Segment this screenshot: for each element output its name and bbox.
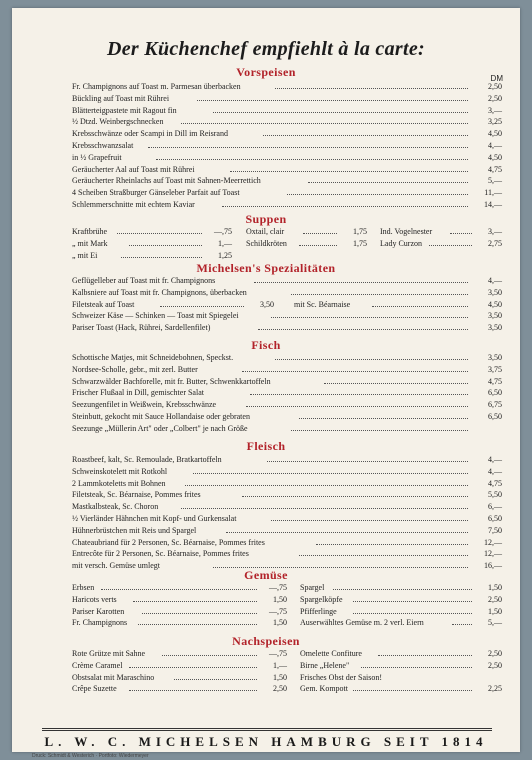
dish-name: Crêpe Suzette — [72, 684, 117, 694]
dish-name: Obstsalat mit Maraschino — [72, 672, 155, 682]
dish-name: Roastbeef, kalt, Sc. Remoulade, Bratkartoffeln — [72, 455, 222, 464]
menu-row — [72, 661, 502, 673]
dish-name: Auserwähltes Gemüse m. 2 verl. Eiern — [300, 618, 424, 628]
dish-price: 4,— — [488, 140, 502, 150]
dish-name: Oxtail, clair — [246, 227, 285, 236]
dot-leader — [246, 406, 468, 407]
menu-row — [72, 288, 502, 300]
dish-price: 3,— — [488, 105, 502, 115]
menu-row — [72, 400, 502, 412]
dish-name: Fr. Champignons auf Toast m. Parmesan überbacken — [72, 82, 241, 91]
dish-price: 3,50 — [488, 311, 502, 321]
dish-price: 6,50 — [488, 388, 502, 398]
dish-name: Schildkröten — [246, 238, 287, 248]
dish-price: 3,50 — [488, 353, 502, 362]
dish-name: Spargel — [300, 583, 325, 592]
dish-price: 6,— — [488, 502, 502, 512]
dish-name: ½ Vierländer Hähnchen mit Kopf- und Gurkensalat — [72, 513, 237, 523]
dish-price: 4,— — [488, 466, 502, 476]
dish-price: 11,— — [484, 188, 502, 198]
dish-name: Pariser Karotten — [72, 606, 125, 616]
suppen-list — [72, 227, 502, 262]
dot-leader — [242, 371, 468, 372]
menu-row — [72, 117, 502, 129]
dish-name: Blätterteigpastete mit Ragout fin — [72, 105, 177, 115]
dish-name: 2 Lammkoteletts mit Bohnen — [72, 478, 166, 488]
dish-price: 4,— — [488, 455, 502, 464]
menu-row — [72, 377, 502, 389]
menu-row — [72, 526, 502, 538]
section-title-nachspeisen: Nachspeisen — [232, 634, 300, 648]
menu-row — [72, 424, 502, 436]
dot-leader — [316, 544, 468, 545]
menu-row — [72, 323, 502, 335]
dish-price: 1,75 — [353, 227, 367, 236]
menu-row — [72, 479, 502, 491]
dot-leader — [353, 690, 472, 691]
menu-row — [72, 165, 502, 177]
dish-price: 3,50 — [488, 287, 502, 297]
dot-leader — [142, 613, 257, 614]
currency-label: DM — [490, 74, 503, 83]
menu-row — [72, 227, 502, 239]
menu-row — [72, 82, 502, 94]
dish-price: 4,75 — [488, 164, 502, 174]
dot-leader — [254, 282, 468, 283]
dot-leader — [287, 194, 468, 195]
dot-leader — [129, 667, 257, 668]
dish-name: Rote Grütze mit Sahne — [72, 649, 146, 658]
menu-row — [72, 467, 502, 479]
menu-row — [72, 353, 502, 365]
dot-leader — [275, 359, 468, 360]
dish-price: 4,75 — [488, 478, 502, 488]
menu-row — [72, 502, 502, 514]
dish-name: 4 Scheiben Straßburger Gänseleber Parfait auf Toast — [72, 188, 240, 198]
dish-name: „ mit Ei — [72, 250, 98, 260]
dish-price: 4,50 — [488, 129, 502, 139]
menu-row — [72, 106, 502, 118]
dot-leader — [299, 418, 468, 419]
dish-price: 4,— — [488, 276, 502, 285]
menu-row — [72, 311, 502, 323]
dish-name: Nordsee-Scholle, gebr., mit zerl. Butter — [72, 364, 198, 374]
dot-leader — [353, 601, 472, 602]
dish-name: Schottische Matjes, mit Schneidebohnen, Speckst. — [72, 353, 234, 362]
menu-row — [72, 538, 502, 550]
menu-row — [72, 649, 502, 661]
dish-price: 1,50 — [273, 672, 287, 682]
section-title-spezialitaeten: Michelsen's Spezialitäten — [196, 261, 336, 275]
dot-leader — [324, 383, 468, 384]
dot-leader — [271, 520, 468, 521]
dot-leader — [230, 171, 468, 172]
dish-name: Krebsschwanzsalat — [72, 140, 134, 150]
dish-price: 3,50 — [488, 323, 502, 333]
menu-row — [72, 595, 502, 607]
dish-name: Fr. Champignons — [72, 618, 128, 628]
gemuese-list — [72, 583, 502, 630]
dot-leader — [267, 461, 468, 462]
dish-name: Entrecôte für 2 Personen, Sc. Béarnaise, Pommes frites — [72, 549, 249, 559]
dish-name: Geflügelleber auf Toast mit fr. Champignons — [72, 276, 216, 285]
footer-title: L. W. C. MICHELSEN HAMBURG SEIT 1814 — [44, 734, 488, 749]
spezial-list — [72, 276, 502, 335]
dot-leader — [138, 624, 258, 625]
section-title-gemuese: Gemüse — [244, 568, 288, 582]
dish-price: 2,50 — [488, 649, 502, 658]
dish-name: Filetsteak auf Toast — [72, 299, 135, 309]
dish-name: Geräucherter Rheinlachs auf Toast mit Sahnen-Meerrettich — [72, 176, 261, 186]
dish-price: 1,50 — [273, 594, 287, 604]
dot-leader — [181, 123, 469, 124]
dish-name: Pariser Toast (Hack, Rührei, Sardellenfilet) — [72, 323, 211, 333]
section-title-fleisch: Fleisch — [246, 439, 286, 453]
dish-price: 1,50 — [488, 606, 502, 616]
print-credit: Druck: Schmidt & Westerich · Portfoto: Wiedermeyer — [32, 753, 149, 759]
dot-leader — [213, 112, 468, 113]
dot-leader — [299, 555, 468, 556]
menu-row — [72, 514, 502, 526]
dish-name: in ½ Grapefruit — [72, 152, 122, 162]
dish-price: 12,— — [484, 549, 502, 559]
section-title-fisch: Fisch — [251, 338, 281, 352]
menu-row — [72, 176, 502, 188]
dish-price: 3,50 — [260, 299, 274, 309]
dot-leader — [133, 601, 257, 602]
dish-price: 14,— — [484, 199, 502, 209]
menu-row — [72, 583, 502, 595]
dish-price: —,75 — [214, 227, 232, 236]
dish-name: Bückling auf Toast mit Rührei — [72, 93, 170, 103]
dish-price: 6,75 — [488, 400, 502, 410]
menu-row — [72, 455, 502, 467]
dish-name: Schweinskotelett mit Rotkohl — [72, 466, 168, 476]
nachspeisen-list — [72, 649, 502, 696]
menu-row — [72, 94, 502, 106]
dish-price: 6,50 — [488, 411, 502, 421]
dish-price: 4,50 — [488, 152, 502, 162]
dish-name: ½ Dtzd. Weinbergschnecken — [72, 117, 164, 127]
dish-name: Filetsteak, Sc. Béarnaise, Pommes frites — [72, 490, 201, 500]
dish-price: 5,— — [488, 176, 502, 186]
dish-price: 2,75 — [488, 238, 502, 248]
fleisch-list — [72, 455, 502, 573]
dot-leader — [129, 690, 257, 691]
dish-name: Birne „Helene" — [300, 660, 350, 670]
menu-row — [72, 141, 502, 153]
footer-rule-top — [42, 728, 492, 729]
dish-price: 16,— — [484, 561, 502, 571]
dish-name: „ mit Mark — [72, 238, 108, 248]
dish-price: 5,— — [488, 618, 502, 628]
dish-name: Lady Curzon — [380, 238, 422, 248]
dot-leader — [250, 394, 468, 395]
dish-name: Gem. Kompott — [300, 684, 348, 694]
menu-row — [72, 129, 502, 141]
dot-leader — [101, 589, 257, 590]
dish-name: Geräucherter Aal auf Toast mit Rührei — [72, 164, 195, 174]
dish-name: Omelette Confiture — [300, 649, 362, 658]
dot-leader — [378, 655, 472, 656]
dot-leader — [291, 430, 468, 431]
dish-name: Crème Caramel — [72, 660, 123, 670]
menu-row — [72, 490, 502, 502]
dot-leader — [174, 679, 257, 680]
menu-row — [72, 153, 502, 165]
dish-name: Mastkalbsteak, Sc. Choron — [72, 502, 159, 512]
menu-row — [72, 365, 502, 377]
dot-leader — [333, 589, 472, 590]
dish-price: 2,50 — [273, 684, 287, 694]
dot-leader — [160, 306, 244, 307]
dot-leader — [353, 613, 472, 614]
menu-card — [12, 8, 520, 759]
dot-leader — [197, 100, 468, 101]
dish-price: 2,50 — [488, 93, 502, 103]
dish-price: 1,50 — [273, 618, 287, 628]
dish-name: Kalbsniere auf Toast mit fr. Champignons, überbacken — [72, 287, 247, 297]
dish-price: 6,50 — [488, 513, 502, 523]
dot-leader — [242, 496, 468, 497]
menu-row — [72, 388, 502, 400]
dot-leader — [181, 508, 469, 509]
dot-leader — [185, 485, 468, 486]
dish-name: Krebsschwänze oder Scampi in Dill im Reisrand — [72, 129, 228, 139]
dot-leader — [271, 317, 468, 318]
menu-row — [72, 200, 502, 212]
dish-price: —,75 — [269, 583, 287, 592]
dot-leader — [226, 532, 468, 533]
dish-price: 3,75 — [488, 364, 502, 374]
dot-leader — [258, 329, 468, 330]
dish-price: 1,— — [218, 238, 232, 248]
section-title-vorspeisen: Vorspeisen — [236, 65, 296, 79]
menu-heading: Der Küchenchef empfiehlt à la carte: — [107, 38, 425, 60]
dish-price: 5,50 — [488, 490, 502, 500]
dish-name: Erbsen — [72, 583, 95, 592]
dish-name: Frischer Flußaal in Dill, gemischter Salat — [72, 388, 204, 398]
dot-leader — [291, 294, 468, 295]
menu-row — [72, 607, 502, 619]
dot-leader — [148, 147, 468, 148]
dish-name: Chateaubriand für 2 Personen, Sc. Béarnaise, Pommes frites — [72, 537, 265, 547]
dish-price: 2,50 — [488, 594, 502, 604]
dish-price: 1,25 — [218, 250, 232, 260]
fisch-list — [72, 353, 502, 436]
dish-name: Kraftbrühe — [72, 227, 108, 236]
dish-name: Schwarzwälder Bachforelle, mit fr. Butter, Schwenkkartoffeln — [72, 376, 271, 386]
dot-leader — [308, 182, 468, 183]
dish-name: Steinbutt, gekocht mit Sauce Hollandaise oder gebraten — [72, 411, 250, 421]
dish-price: 3,— — [488, 227, 502, 236]
menu-row — [72, 188, 502, 200]
menu-row — [72, 549, 502, 561]
dish-price: 3,25 — [488, 117, 502, 127]
dish-name: Spargelköpfe — [300, 594, 343, 604]
dish-price: 2,50 — [488, 660, 502, 670]
dot-leader — [263, 135, 469, 136]
dot-leader — [193, 473, 468, 474]
menu-row — [72, 618, 502, 630]
dish-price: 2,50 — [488, 82, 502, 91]
dish-name: mit versch. Gemüse umlegt — [72, 561, 160, 571]
dish-name: Seezungenfilet in Weißwein, Krebsschwänze — [72, 400, 217, 410]
dish-price: 1,75 — [353, 238, 367, 248]
dish-price: 2,25 — [488, 684, 502, 694]
dish-price: 1,50 — [488, 583, 502, 592]
dish-name: Schlemmerschnitte mit echtem Kaviar — [72, 199, 195, 209]
dish-price: —,75 — [269, 606, 287, 616]
dish-price: 1,— — [273, 660, 287, 670]
menu-row — [72, 239, 502, 251]
dish-price: 4,75 — [488, 376, 502, 386]
dish-name: Schweizer Käse — Schinken — Toast mit Spiegelei — [72, 311, 239, 321]
dot-leader — [372, 306, 468, 307]
dish-name: Hühnerbrüstchen mit Reis und Spargel — [72, 525, 197, 535]
menu-row — [72, 673, 502, 685]
dish-name: mit Sc. Béarnaise — [294, 299, 351, 309]
dish-price: 12,— — [484, 537, 502, 547]
dish-name: Pfifferlinge — [300, 606, 337, 616]
dish-name: Seezunge „Müllerin Art" oder „Colbert" je nach Größe — [72, 423, 248, 433]
dot-leader — [275, 88, 468, 89]
dish-name: Haricots verts — [72, 594, 117, 604]
menu-row — [72, 684, 502, 696]
dot-leader — [121, 257, 202, 258]
dish-name: Ind. Vogelnester — [380, 227, 433, 236]
footer-rule-top-2 — [42, 730, 492, 731]
dot-leader — [162, 655, 257, 656]
menu-row — [72, 300, 502, 312]
dish-price: 7,50 — [488, 525, 502, 535]
dot-leader — [361, 667, 472, 668]
dot-leader — [117, 233, 202, 234]
dot-leader — [156, 159, 468, 160]
dot-leader — [222, 206, 469, 207]
dish-name: Frisches Obst der Saison! — [300, 672, 382, 682]
dish-price: 4,50 — [488, 299, 502, 309]
menu-row — [72, 412, 502, 424]
vorspeisen-list — [72, 82, 502, 212]
menu-row — [72, 276, 502, 288]
section-title-suppen: Suppen — [245, 212, 287, 226]
dish-price: —,75 — [269, 649, 287, 658]
